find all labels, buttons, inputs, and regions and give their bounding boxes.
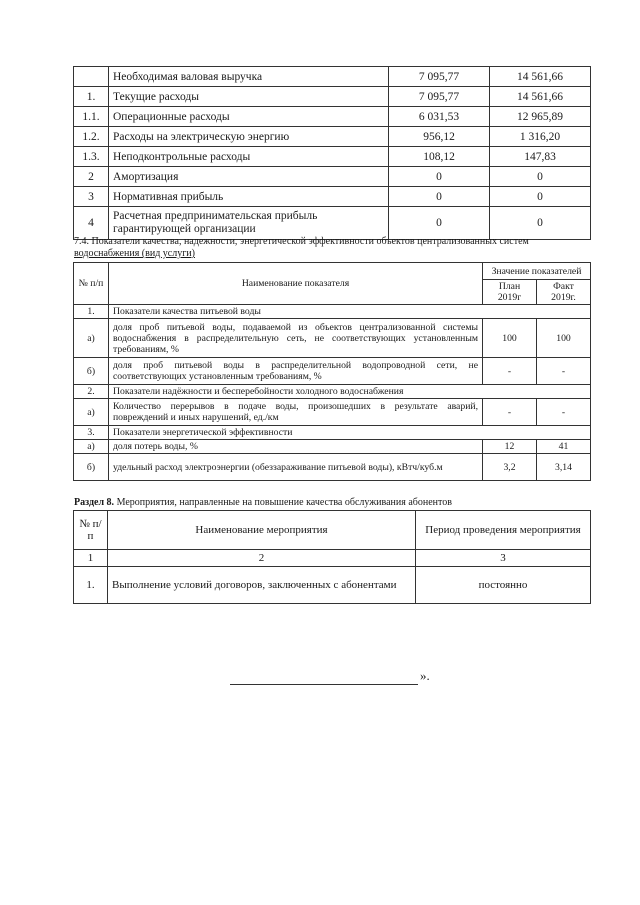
table-row	[74, 67, 591, 87]
row-num: 1.	[74, 87, 109, 107]
measures-table	[73, 510, 591, 604]
row-plan: -	[483, 358, 537, 385]
row-fact: 147,83	[490, 147, 591, 167]
row-num: 1.2.	[74, 127, 109, 147]
table-header-row	[74, 511, 591, 550]
row-name: Расчетная предпринимательская прибыль гарантирующей организации	[109, 207, 389, 240]
row-name: Показатели энергетической эффективности	[109, 426, 591, 440]
row-plan: 108,12	[389, 147, 490, 167]
header-plan: План 2019г	[483, 280, 537, 305]
row-name: доля проб питьевой воды, подаваемой из объектов централизованной системы водоснабжения в распределительную сеть, не соответствующих установленным требованиям, %	[109, 319, 483, 358]
header-values: Значение показателей	[483, 263, 591, 280]
row-num: 1.3.	[74, 147, 109, 167]
header-period: Период проведения мероприятия	[416, 511, 591, 550]
row-num: 1.1.	[74, 107, 109, 127]
row-fact: 14 561,66	[490, 67, 591, 87]
row-num: 1.	[74, 305, 109, 319]
row-name: Неподконтрольные расходы	[109, 147, 389, 167]
row-fact: 12 965,89	[490, 107, 591, 127]
row-fact: 0	[490, 187, 591, 207]
table-row	[74, 440, 591, 454]
row-num: а)	[74, 319, 109, 358]
table-row	[74, 454, 591, 481]
table-row	[74, 305, 591, 319]
index-period: 3	[416, 550, 591, 567]
row-plan: -	[483, 399, 537, 426]
table-row	[74, 127, 591, 147]
row-fact: 0	[490, 207, 591, 240]
table-row	[74, 147, 591, 167]
row-fact: 0	[490, 167, 591, 187]
section-8-title: Мероприятия, направленные на повышение качества обслуживания абонентов	[116, 497, 452, 508]
budget-table	[73, 66, 591, 240]
section-7-4-title: 7.4. Показатели качества, надежности, энергетической эффективности объектов централизованных систем	[74, 236, 529, 247]
row-period: постоянно	[416, 567, 591, 604]
row-num: 4	[74, 207, 109, 240]
row-name: Показатели надёжности и бесперебойности холодного водоснабжения	[109, 385, 591, 399]
table-header-row	[74, 263, 591, 280]
row-num: 3.	[74, 426, 109, 440]
row-fact: 100	[537, 319, 591, 358]
row-name: Расходы на электрическую энергию	[109, 127, 389, 147]
row-fact: -	[537, 399, 591, 426]
section-8-heading	[74, 497, 452, 508]
signature-line	[230, 683, 418, 685]
table-index-row	[74, 550, 591, 567]
row-fact: 1 316,20	[490, 127, 591, 147]
row-name: Нормативная прибыль	[109, 187, 389, 207]
row-fact: 41	[537, 440, 591, 454]
row-num: 1.	[74, 567, 108, 604]
row-name: Количество перерывов в подаче воды, произошедших в результате аварий, повреждений и иных нарушений, ед./км	[109, 399, 483, 426]
index-name: 2	[108, 550, 416, 567]
row-num: б)	[74, 358, 109, 385]
table-row	[74, 385, 591, 399]
row-num: а)	[74, 440, 109, 454]
table-row	[74, 567, 591, 604]
row-num	[74, 67, 109, 87]
table-row	[74, 319, 591, 358]
table-row	[74, 107, 591, 127]
row-plan: 12	[483, 440, 537, 454]
row-plan: 3,2	[483, 454, 537, 481]
header-num: № п/п	[74, 263, 109, 305]
row-plan: 0	[389, 207, 490, 240]
row-plan: 7 095,77	[389, 87, 490, 107]
row-fact: -	[537, 358, 591, 385]
row-plan: 6 031,53	[389, 107, 490, 127]
table-row	[74, 426, 591, 440]
row-plan: 956,12	[389, 127, 490, 147]
row-name: Операционные расходы	[109, 107, 389, 127]
row-name: удельный расход электроэнергии (обеззараживание питьевой воды), кВтч/куб.м	[109, 454, 483, 481]
row-name: Амортизация	[109, 167, 389, 187]
row-num: б)	[74, 454, 109, 481]
header-name: Наименование показателя	[109, 263, 483, 305]
row-fact: 3,14	[537, 454, 591, 481]
row-name: доля проб питьевой воды в распределительной водопроводной сети, не соответствующих установленным требованиям, %	[109, 358, 483, 385]
row-num: а)	[74, 399, 109, 426]
row-name: Необходимая валовая выручка	[109, 67, 389, 87]
index-num: 1	[74, 550, 108, 567]
row-name: Текущие расходы	[109, 87, 389, 107]
section-8-label: Раздел 8.	[74, 497, 115, 508]
row-name: Выполнение условий договоров, заключенных с абонентами	[108, 567, 416, 604]
row-num: 2.	[74, 385, 109, 399]
table-row	[74, 187, 591, 207]
table-row	[74, 399, 591, 426]
table-row	[74, 167, 591, 187]
table-row	[74, 207, 591, 240]
row-name: Показатели качества питьевой воды	[109, 305, 591, 319]
row-name: доля потерь воды, %	[109, 440, 483, 454]
table-row	[74, 358, 591, 385]
quality-indicators-table	[73, 262, 591, 481]
row-plan: 100	[483, 319, 537, 358]
row-plan: 7 095,77	[389, 67, 490, 87]
row-num: 2	[74, 167, 109, 187]
header-fact: Факт 2019г.	[537, 280, 591, 305]
header-num: № п/п	[74, 511, 108, 550]
row-fact: 14 561,66	[490, 87, 591, 107]
closing-quote: ».	[420, 668, 430, 683]
row-num: 3	[74, 187, 109, 207]
table-row	[74, 87, 591, 107]
row-plan: 0	[389, 187, 490, 207]
header-name: Наименование мероприятия	[108, 511, 416, 550]
row-plan: 0	[389, 167, 490, 187]
section-7-4-heading	[74, 236, 590, 260]
section-7-4-subtitle: водоснабжения (вид услуги)	[74, 248, 195, 259]
